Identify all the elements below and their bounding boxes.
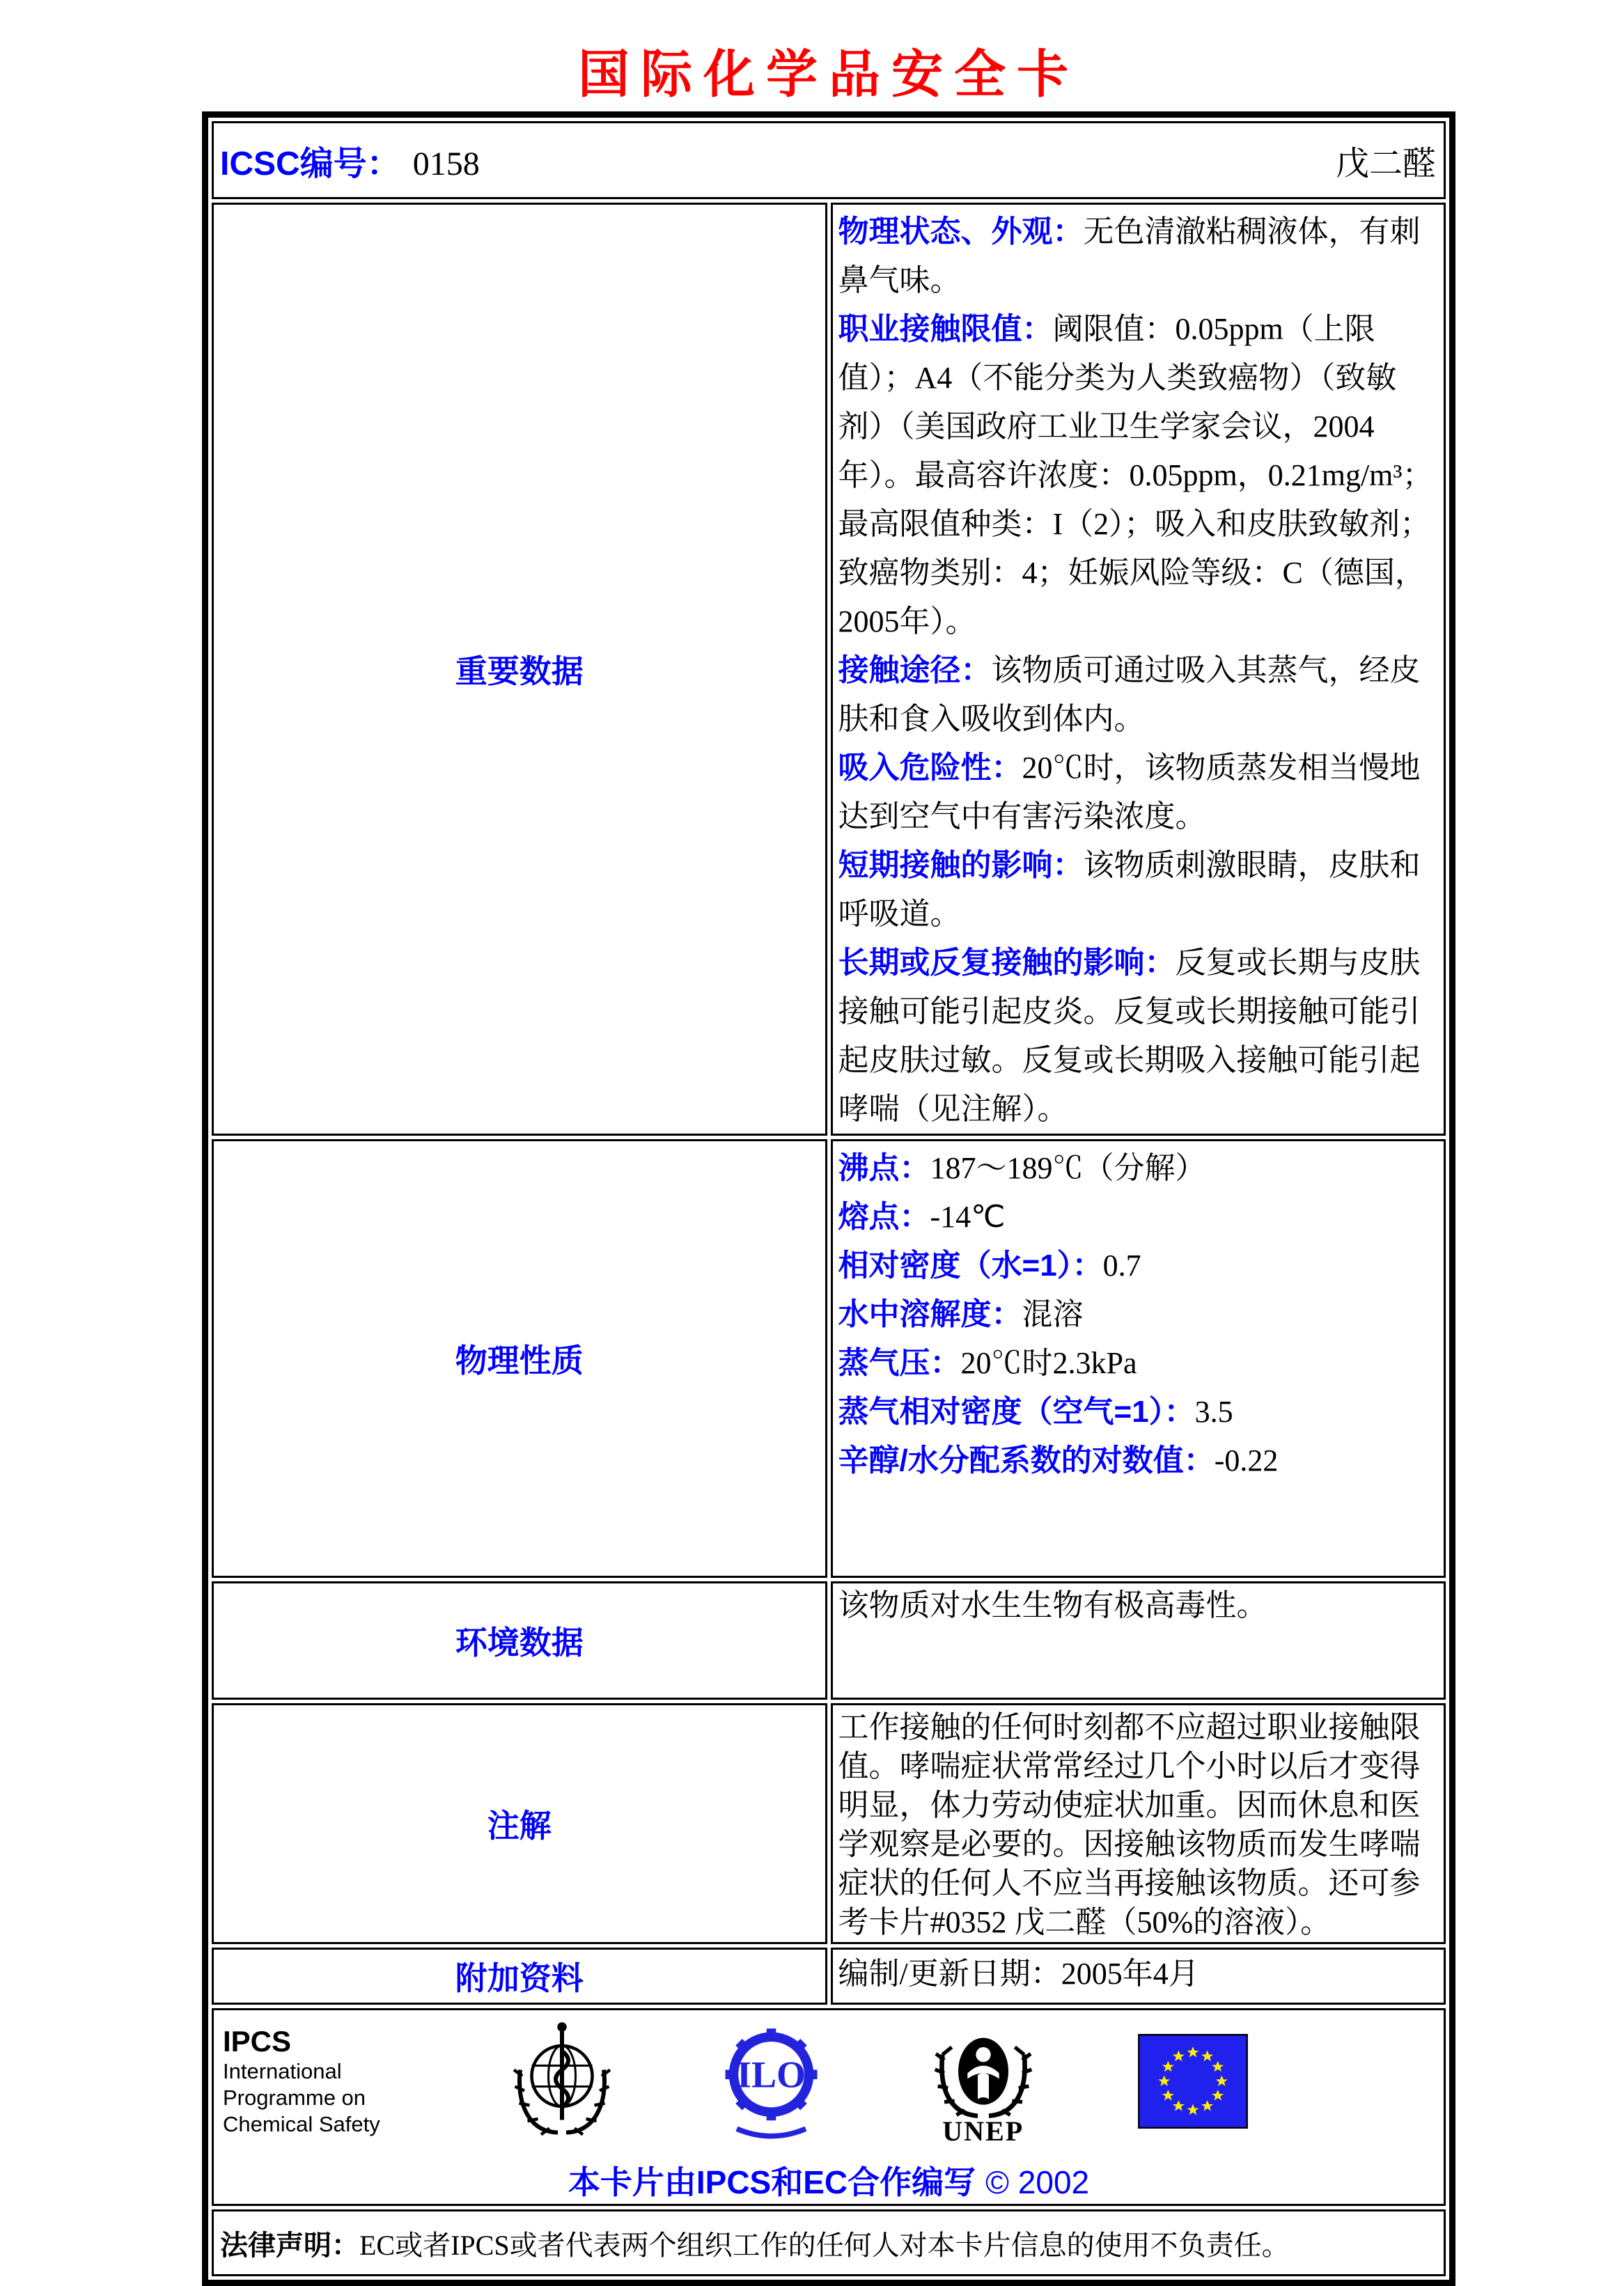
eu-flag-icon [1138, 2034, 1248, 2129]
field-relative-density [838, 1242, 1436, 1290]
unep-logo-icon [928, 2017, 1039, 2145]
physical-properties-content [831, 1139, 1446, 1578]
icsc-number-group [220, 136, 480, 185]
physical-properties-row [212, 1139, 1446, 1578]
field-text: 187～189℃（分解） [930, 1151, 1206, 1185]
field-label: 蒸气相对密度（空气=1）： [838, 1395, 1195, 1429]
field-label: 辛醇/水分配系数的对数值： [838, 1443, 1215, 1478]
field-label: 蒸气压： [838, 1346, 961, 1380]
field-exposure-limits [838, 305, 1436, 646]
field-text: 该物质刺激眼睛，皮肤和呼吸道。 [838, 848, 1421, 931]
field-log-pow [838, 1436, 1436, 1485]
ipcs-acronym: IPCS [223, 2025, 292, 2058]
notes-row [212, 1703, 1446, 1944]
field-vapor-pressure [838, 1339, 1436, 1388]
chemical-name: 戊二醛 [1335, 145, 1436, 182]
important-data-row [212, 203, 1446, 1136]
field-text: 0.7 [1102, 1248, 1141, 1283]
section-label-environment: 环境数据 [455, 1625, 584, 1661]
copyright-year: © 2002 [985, 2164, 1090, 2200]
section-label-notes: 注解 [487, 1808, 552, 1844]
cooperation-text: 本卡片由IPCS和EC合作编写 [568, 2164, 976, 2200]
field-text: 该物质可通过吸入其蒸气，经皮肤和食入吸收到体内。 [838, 653, 1421, 736]
important-data-content [831, 203, 1446, 1136]
field-short-term-effects [838, 841, 1436, 939]
field-label: 水中溶解度： [838, 1297, 1022, 1331]
page-title: 国际化学品安全卡 [578, 45, 1079, 103]
logos-row [212, 2008, 1446, 2206]
field-boiling-point [838, 1144, 1436, 1193]
unep-label: UNEP [942, 2115, 1024, 2147]
field-exposure-routes [838, 646, 1436, 744]
field-label: 沸点： [838, 1151, 930, 1185]
field-text: 无色清澈粘稠液体，有刺鼻气味。 [838, 214, 1421, 297]
section-label-additional: 附加资料 [455, 1960, 584, 1996]
field-water-solubility [838, 1290, 1436, 1339]
icsc-table [202, 111, 1455, 2286]
field-physical-state [838, 208, 1436, 305]
logo-strip [214, 2011, 1443, 2147]
environment-text: 该物质对水生生物有极高毒性。 [838, 1588, 1267, 1622]
notes-text: 工作接触的任何时刻都不应超过职业接触限值。哮喘症状常常经过几个小时以后才变得明显，体力劳动使症状加重。因而休息和医学观察是必要的。因接触该物质而发生哮喘症状的任何人不应当再接触该物质。还可参考卡片#0352 戊二醛（50%的溶液）。 [838, 1710, 1421, 1939]
field-text: -0.22 [1214, 1443, 1279, 1478]
field-melting-point [838, 1193, 1436, 1242]
ipcs-line1: International [223, 2059, 342, 2083]
ipcs-block [223, 2025, 411, 2138]
field-label: 职业接触限值： [838, 312, 1053, 346]
header-row [212, 121, 1446, 199]
section-label-important: 重要数据 [455, 653, 584, 689]
field-text: 混溶 [1022, 1297, 1084, 1331]
legal-text: EC或者IPCS或者代表两个组织工作的任何人对本卡片信息的使用不负责任。 [359, 2229, 1290, 2261]
field-label: 接触途径： [838, 653, 992, 687]
ipcs-line3: Chemical Safety [223, 2112, 380, 2136]
ilo-letters: ILO [736, 2053, 806, 2096]
field-label: 吸入危险性： [838, 751, 1022, 785]
ipcs-line2: Programme on [223, 2085, 366, 2110]
legal-row [212, 2209, 1446, 2276]
cooperation-note [214, 2157, 1443, 2203]
field-inhalation-risk [838, 744, 1436, 841]
field-vapor-density [838, 1388, 1436, 1436]
field-text: 20℃时，该物质蒸发相当慢地达到空气中有害污染浓度。 [838, 751, 1421, 833]
additional-info-text: 编制/更新日期：2005年4月 [838, 1957, 1199, 1991]
field-label: 熔点： [838, 1200, 930, 1234]
field-label: 相对密度（水=1）： [838, 1248, 1103, 1283]
field-text: 3.5 [1194, 1395, 1233, 1429]
field-text: 反复或长期与皮肤接触可能引起皮炎。反复或长期接触可能引起皮肤过敏。反复或长期吸入接触可能引起哮喘（见注解）。 [838, 946, 1421, 1126]
environmental-data-row [212, 1581, 1446, 1700]
field-label: 物理状态、外观： [838, 214, 1084, 249]
who-logo-icon [510, 2015, 614, 2147]
field-text: 阈限值：0.05ppm（上限值）；A4（不能分类为人类致癌物）（致敏剂）（美国政府工业卫生学家会议，2004年）。最高容许浓度：0.05ppm，0.21mg/m³；最高限值种类：I（2）；吸入和皮肤致敏剂；致癌物类别：4；妊娠风险等级：C（德国，2005年）。 [838, 312, 1433, 639]
icsc-number-label: ICSC编号： [220, 145, 400, 182]
field-long-term-effects [838, 939, 1436, 1134]
legal-label: 法律声明： [220, 2230, 359, 2261]
field-text: -14℃ [930, 1200, 1006, 1234]
icsc-number-value: 0158 [412, 145, 480, 182]
additional-info-row [212, 1948, 1446, 2005]
section-label-physical: 物理性质 [455, 1342, 584, 1379]
field-label: 长期或反复接触的影响： [838, 946, 1176, 980]
ilo-logo-icon [714, 2022, 829, 2140]
field-text: 20℃时2.3kPa [960, 1346, 1137, 1380]
field-label: 短期接触的影响： [838, 848, 1084, 882]
